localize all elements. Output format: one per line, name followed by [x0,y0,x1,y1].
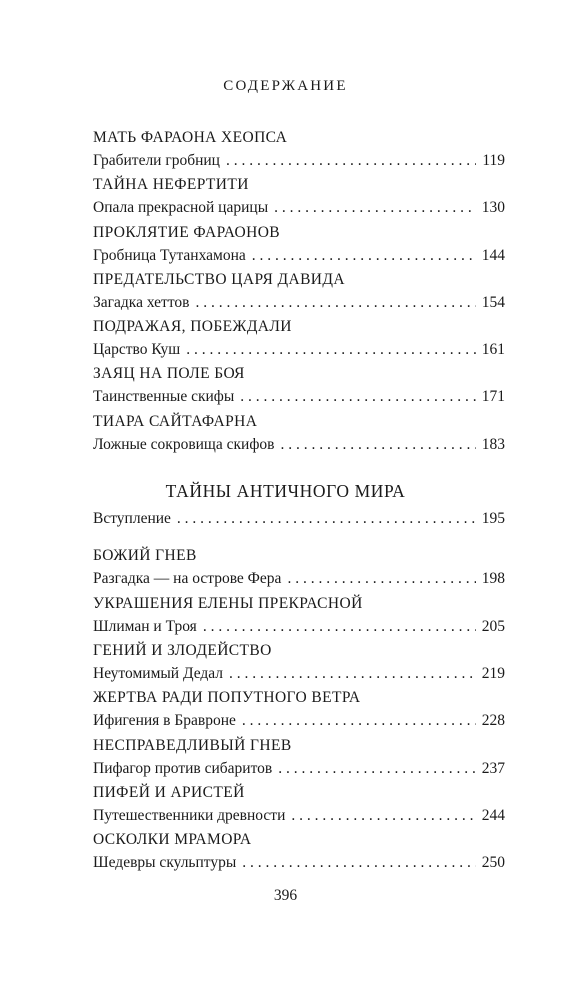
section-heading: ТАЙНЫ АНТИЧНОГО МИРА [165,481,406,501]
dot-leader [278,758,476,779]
toc-entry [93,640,505,684]
toc-row [93,852,505,873]
dot-leader [274,197,476,218]
toc-row [93,568,505,589]
dot-leader [242,710,476,731]
chapter-title: ЗАЯЦ НА ПОЛЕ БОЯ [93,365,245,382]
toc-row [93,758,505,779]
page-number: 244 [481,807,505,824]
dot-leader [186,339,476,360]
chapter-subtitle: Пифагор против сибаритов [93,760,273,777]
page-number: 171 [481,388,505,405]
page-number: 154 [481,294,505,311]
toc-entry [93,411,505,455]
chapter-subtitle: Гробница Тутанхамона [93,247,246,264]
toc-entry [93,735,505,779]
toc-row [93,434,505,455]
toc-row [93,710,505,731]
toc-row [93,150,505,171]
toc-row [93,245,505,266]
page-number: 219 [481,665,505,682]
toc-entry [93,127,505,171]
intro-label: Вступление [93,510,171,527]
toc-entry [93,829,505,873]
dot-leader [280,434,475,455]
toc-row [93,616,505,637]
chapter-title: ПРЕДАТЕЛЬСТВО ЦАРЯ ДАВИДА [93,271,345,288]
chapter-title: ЖЕРТВА РАДИ ПОПУТНОГО ВЕТРА [93,689,361,706]
chapter-subtitle: Шедевры скульптуры [93,854,237,871]
toc-entry [93,174,505,218]
chapter-title: ПРОКЛЯТИЕ ФАРАОНОВ [93,224,281,241]
toc-entry [93,363,505,407]
chapter-title: БОЖИЙ ГНЕВ [93,547,197,564]
toc-row [93,508,505,529]
page-number: 183 [481,436,505,453]
chapter-subtitle: Разгадка — на острове Фера [93,570,282,587]
chapter-subtitle: Грабители гробниц [93,152,220,169]
dot-leader [177,508,476,529]
toc-row [93,805,505,826]
page-number: 228 [481,712,505,729]
folio-page-number: 396 [273,887,298,904]
page-number: 237 [481,760,505,777]
toc-entry [93,316,505,360]
page-title: СОДЕРЖАНИЕ [223,78,348,94]
toc-row [93,339,505,360]
dot-leader [287,568,475,589]
chapter-title: МАТЬ ФАРАОНА ХЕОПСА [93,129,288,146]
toc-entry [93,222,505,266]
page-number: 144 [481,247,505,264]
page-number: 161 [481,341,505,358]
page-number: 130 [481,199,505,216]
toc-entry [93,782,505,826]
chapter-subtitle: Путешественники древности [93,807,286,824]
page-number: 119 [482,152,505,169]
chapter-subtitle: Загадка хеттов [93,294,190,311]
chapter-subtitle: Таинственные скифы [93,388,235,405]
chapter-title: ГЕНИЙ И ЗЛОДЕЙСТВО [93,642,272,659]
chapter-subtitle: Ложные сокровища скифов [93,436,275,453]
toc-entry [93,545,505,589]
dot-leader [226,150,476,171]
toc-row [93,386,505,407]
dot-leader [242,852,475,873]
dot-leader [291,805,475,826]
chapter-subtitle: Опала прекрасной царицы [93,199,269,216]
chapter-title: ОСКОЛКИ МРАМОРА [93,831,252,848]
chapter-subtitle: Царство Куш [93,341,181,358]
dot-leader [229,663,476,684]
page-number: 205 [481,618,505,635]
chapter-title: ТИАРА САЙТАФАРНА [93,413,258,430]
chapter-subtitle: Шлиман и Троя [93,618,197,635]
toc-row [93,197,505,218]
toc-row [93,292,505,313]
page-number: 198 [481,570,505,587]
chapter-title: НЕСПРАВЕДЛИВЫЙ ГНЕВ [93,737,292,754]
chapter-title: УКРАШЕНИЯ ЕЛЕНЫ ПРЕКРАСНОЙ [93,595,363,612]
chapter-subtitle: Ифигения в Бравроне [93,712,236,729]
toc-entry [93,687,505,731]
toc-entry [93,269,505,313]
page-number: 250 [481,854,505,871]
chapter-title: ПОДРАЖАЯ, ПОБЕЖДАЛИ [93,318,292,335]
dot-leader [252,245,476,266]
toc-entry [93,593,505,637]
chapter-subtitle: Неутомимый Дедал [93,665,224,682]
toc-entry-intro [93,508,505,529]
toc-row [93,663,505,684]
page-number: 195 [481,510,505,527]
chapter-title: ТАЙНА НЕФЕРТИТИ [93,176,249,193]
dot-leader [240,386,476,407]
dot-leader [195,292,475,313]
chapter-title: ПИФЕЙ И АРИСТЕЙ [93,784,245,801]
dot-leader [203,616,476,637]
